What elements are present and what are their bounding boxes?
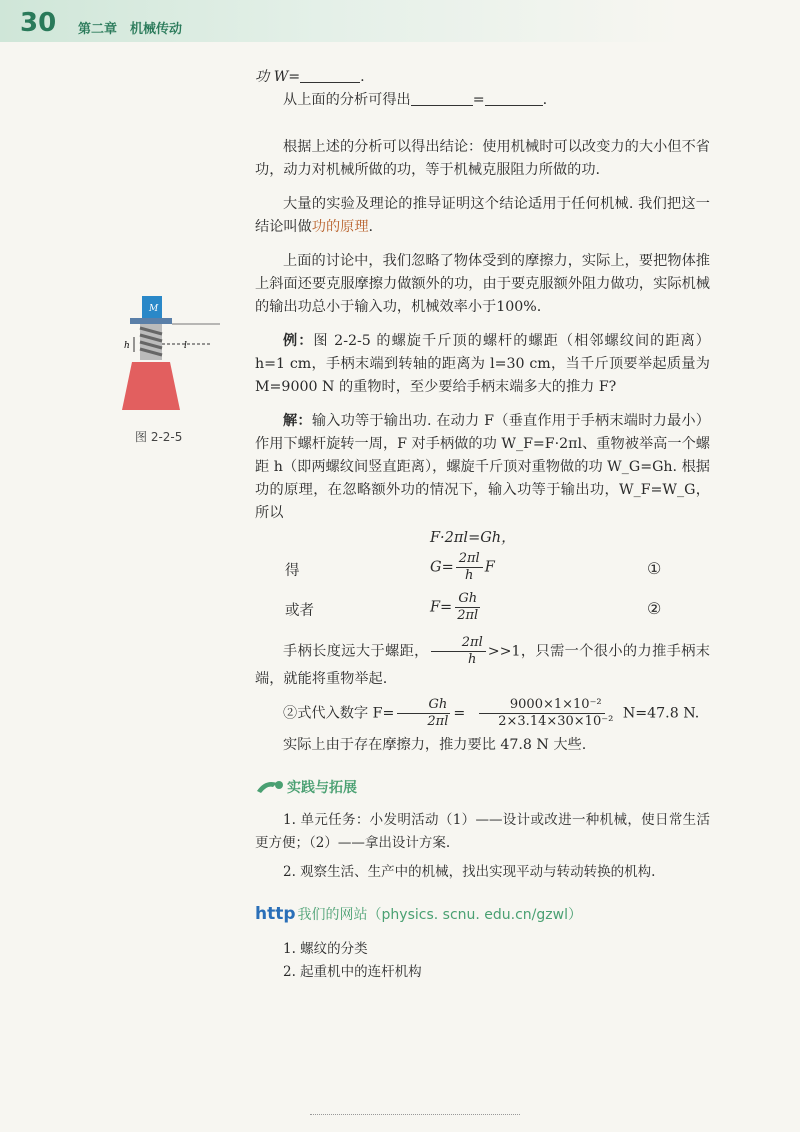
jack-base [122,362,180,410]
derive-line: 从上面的分析可得出 = . [283,92,548,108]
website-item-2: 2. 起重机中的连杆机构 [283,964,422,980]
pitch-label: h [124,341,130,351]
mass-label: M [149,304,159,314]
http-logo: http [255,904,296,924]
equation-0: F·2πl=Gh， [430,530,516,546]
main-text [255,66,710,984]
friction-note: 实际上由于存在摩擦力，推力要比 47.8 N 大些. [283,737,587,753]
practice-item-1: 1. 单元任务：小发明活动（1）——设计或改进一种机械，使日常生活更方便；（2）——拿出设计方案. [255,812,710,851]
solution-paragraph: 解：输入功等于输出功. 在动力 F（垂直作用于手柄末端时力最小）作用下螺杆旋转一周，F 对手柄做的功 W_F=F·2πl、重物被举高一个螺距 h（即两螺纹间竖直距离），螺旋千斤顶对重物做的功 W_G=Gh. 根据功的原理，在忽略额外功的情况下，输入功等于输出功，W_F=W_G，所以 [255,413,710,521]
friction-paragraph: 上面的讨论中，我们忽略了物体受到的摩擦力，实际上，要把物体推上斜面还要克服摩擦力做额外的功，由于要克服额外阻力做功，实际机械的输出功总小于输入功，机械效率小于100%. [255,253,710,315]
website-item-1: 1. 螺纹的分类 [283,941,368,957]
principle-paragraph: 大量的实验及理论的推导证明这个结论适用于任何机械. 我们把这一结论叫做功的原理. [255,196,710,235]
arm-label: l [184,341,187,351]
figure-caption: 图 2-2-5 [135,430,183,444]
chapter-title: 第二章 机械传动 [78,22,183,37]
work-line: 功 W= . [255,69,365,85]
example-paragraph: 例：图 2-2-5 的螺旋千斤顶的螺杆的螺距（相邻螺纹间的距离）h=1 cm，手柄末端到转轴的距离为 l=30 cm，当千斤顶要举起质量为 M=9000 N 的重物时，至少要给手柄末端多大的推力 F? [255,333,710,395]
jack-head [130,318,172,324]
pitch-paragraph: 手柄长度远大于螺距， $\frac{2\pi l}{h}$ >>1，只需一个很小的力推手柄末端，就能将重物举起. [255,635,710,687]
equation-2: 或者 F= $\frac{Gh}{2\pi l}$ ② [285,591,662,623]
practice-item-2: 2. 观察生活、生产中的机械，找出实现平动与转动转换的机构. [283,864,656,880]
page-header [0,0,800,42]
practice-icon [255,777,287,797]
screw-jack-figure [110,292,220,442]
screw-thread [140,324,162,360]
website-section-title: http 我们的网站（physics. scnu. edu.cn/gzwl） [255,904,582,924]
conclusion-paragraph: 根据上述的分析可以得出结论：使用机械时可以改变力的大小但不省功，动力对机械所做的功，等于机械克服阻力所做的功. [255,139,710,178]
footer-divider [310,1114,520,1115]
principle-term: 功的原理 [311,219,369,235]
practice-section-title: 实践与拓展 [255,777,710,797]
page-number: 30 [20,8,57,38]
substitution-line: ②式代入数字 F= $\frac{Gh}{2\pi l}$ = $\frac{\text{9000×1×10⁻²}}{\text{2×3.14×30×10⁻²}}$ N=47.8 N. [283,697,700,729]
equation-1: 得 G= $\frac{2\pi l}{h}$ F ① [285,551,662,583]
